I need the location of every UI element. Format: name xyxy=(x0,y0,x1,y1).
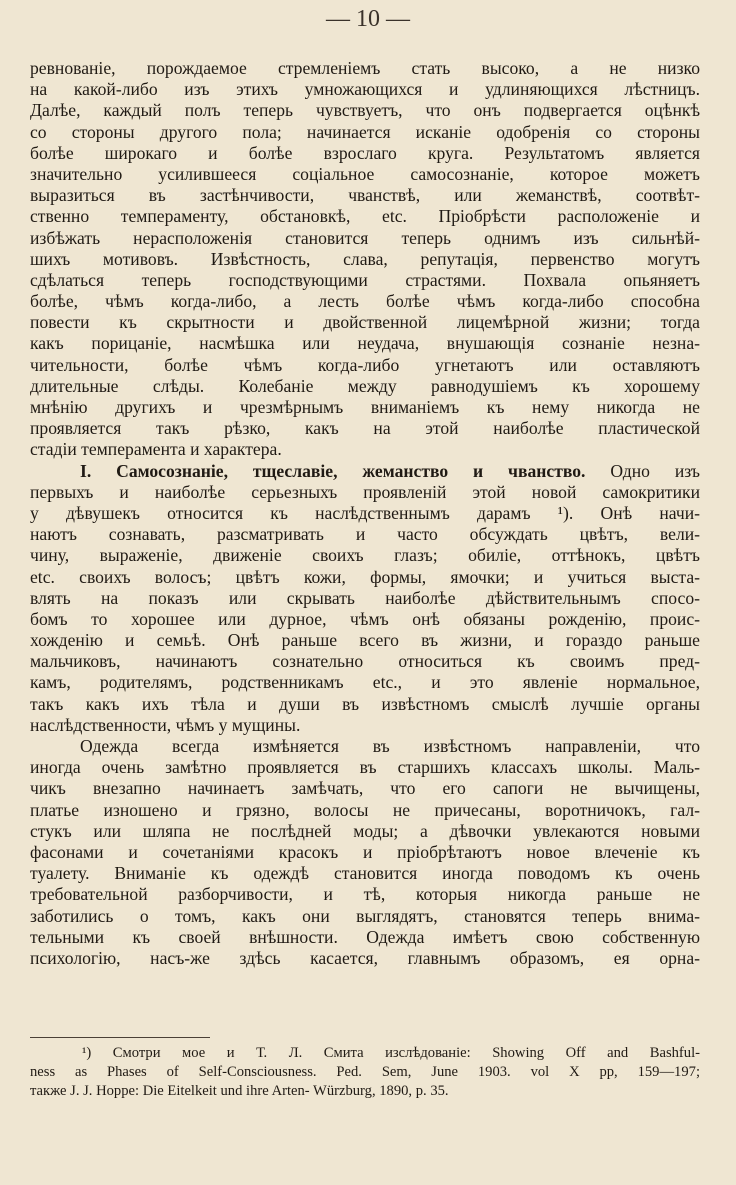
text-line: ственно темпераменту, обстановкѣ, etc. Пріобрѣсти расположеніе и xyxy=(30,206,700,227)
body-text xyxy=(30,58,700,969)
text-line: длительные слѣды. Колебаніе между равнодушіемъ къ хорошему xyxy=(30,375,700,396)
section-heading: I. Самосознаніе, тщеславіе, жеманство и чванство. xyxy=(80,460,586,481)
text-line: такъ какъ ихъ тѣла и души въ извѣстномъ смыслѣ лучшіе органы xyxy=(30,693,700,714)
text-line: психологію, насъ-же здѣсь касается, главнымъ образомъ, ея орна- xyxy=(30,947,700,968)
text-line: влять на показъ или скрывать наиболѣе дѣйствительнымъ спосо- xyxy=(30,587,700,608)
text-line: заботились о томъ, какъ они выглядятъ, становятся теперь внима- xyxy=(30,905,700,926)
footnote-divider xyxy=(30,1037,210,1038)
text-line: фасонами и сочетаніями красокъ и пріобрѣтаютъ новое влеченіе къ xyxy=(30,841,700,862)
text-line: чину, выраженіе, движеніе своихъ глазъ; обиліе, оттѣнокъ, цвѣтъ xyxy=(30,545,700,566)
paragraph-first-line xyxy=(30,461,700,482)
text-line: платье изношено и грязно, волосы не причесаны, воротничокъ, гал- xyxy=(30,799,700,820)
text-line: мальчиковъ, начинаютъ сознательно относиться къ своимъ пред- xyxy=(30,651,700,672)
text-line: шихъ мотивовъ. Извѣстность, слава, репутація, первенство могутъ xyxy=(30,248,700,269)
text-line: значительно усилившееся соціальное самосознаніе, которое можетъ xyxy=(30,163,700,184)
text-line: наютъ сознавать, разсматривать и часто обсуждать цвѣтъ, вели- xyxy=(30,524,700,545)
text-line: сдѣлаться теперь господствующими страстями. Похвала опьяняетъ xyxy=(30,269,700,290)
text-line: у дѣвушекъ относится къ наслѣдственнымъ дарамъ ¹). Онѣ начи- xyxy=(30,502,700,523)
text-line: первыхъ и наиболѣе серьезныхъ проявленій этой новой самокритики xyxy=(30,481,700,502)
text-line: бомъ то хорошее или дурное, чѣмъ онѣ обязаны рожденію, проис- xyxy=(30,608,700,629)
footnote-line: ness as Phases of Self-Consciousness. Ped. Sem, June 1903. vol X pp, 159—197; xyxy=(30,1064,700,1080)
text-line: болѣе, чѣмъ когда-либо, а лесть болѣе чѣмъ когда-либо способна xyxy=(30,291,700,312)
text-line: требовательной разборчивости, и тѣ, которыя никогда раньше не xyxy=(30,884,700,905)
text-line: на какой-либо изъ этихъ умножающихся и удлиняющихся лѣстницъ. xyxy=(30,79,700,100)
text-line: избѣжать нерасположенія становится теперь однимъ изъ сильнѣй- xyxy=(30,227,700,248)
text-line: etc. своихъ волосъ; цвѣтъ кожи, формы, ямочки; и учиться выста- xyxy=(30,566,700,587)
text-line: мнѣнію другихъ и чрезмѣрнымъ вниманіемъ къ нему никогда не xyxy=(30,397,700,417)
text-line: тельными къ своей внѣшности. Одежда имѣетъ свою собственную xyxy=(30,926,700,947)
text-line: какъ порицаніе, насмѣшка или неудача, внушающія сознаніе незна- xyxy=(30,333,700,354)
footnote-line: ¹) Смотри мое и Т. Л. Смита изслѣдованіе: Showing Off and Bashful- xyxy=(82,1045,700,1061)
text-line: проявляется такъ рѣзко, какъ на этой наиболѣе пластической xyxy=(30,418,700,439)
text-fragment: Одно изъ xyxy=(610,460,700,481)
text-line: иногда очень замѣтно проявляется въ старшихъ классахъ школы. Маль- xyxy=(30,757,700,778)
text-line: туалету. Вниманіе къ одеждѣ становится иногда поводомъ къ очень xyxy=(30,863,700,884)
text-line: повести къ скрытности и двойственной лицемѣрной жизни; тогда xyxy=(30,312,700,333)
text-line: наслѣдственности, чѣмъ у мущины. xyxy=(30,714,301,735)
text-line: чительности, болѣе чѣмъ когда-либо угнетаютъ или оставляютъ xyxy=(30,354,700,375)
text-line: хожденію и семьѣ. Онѣ раньше всего въ жизни, и гораздо раньше xyxy=(30,630,700,651)
text-line: выразиться въ застѣнчивости, чванствѣ, или жеманствѣ, соотвѣт- xyxy=(30,185,700,206)
page-number: — 10 — xyxy=(326,6,410,32)
footnote xyxy=(30,1044,700,1101)
text-line: камъ, родителямъ, родственникамъ etc., и это явленіе нормальное, xyxy=(30,672,700,693)
footnote-line: также J. J. Hoppe: Die Eitelkeit und ihre Arten- Würzburg, 1890, p. 35. xyxy=(30,1083,449,1099)
text-line: чикъ внезапно начинаетъ замѣчать, что его сапоги не вычищены, xyxy=(30,778,700,799)
text-line: болѣе широкаго и болѣе взрослаго круга. Результатомъ является xyxy=(30,142,700,163)
text-line: ревнованіе, порождаемое стремленіемъ стать высоко, а не низко xyxy=(30,58,700,78)
text-line: стукъ или шляпа не послѣдней моды; а дѣвочки увлекаются новыми xyxy=(30,820,700,841)
paragraph-first-line: Одежда всегда измѣняется въ извѣстномъ направленіи, что xyxy=(80,736,700,756)
text-line: со стороны другого пола; начинается исканіе одобренія со стороны xyxy=(30,121,700,142)
text-line: стадіи темперамента и характера. xyxy=(30,439,282,460)
text-line: Далѣе, каждый полъ теперь чувствуетъ, что онъ подвергается оцѣнкѣ xyxy=(30,100,700,121)
